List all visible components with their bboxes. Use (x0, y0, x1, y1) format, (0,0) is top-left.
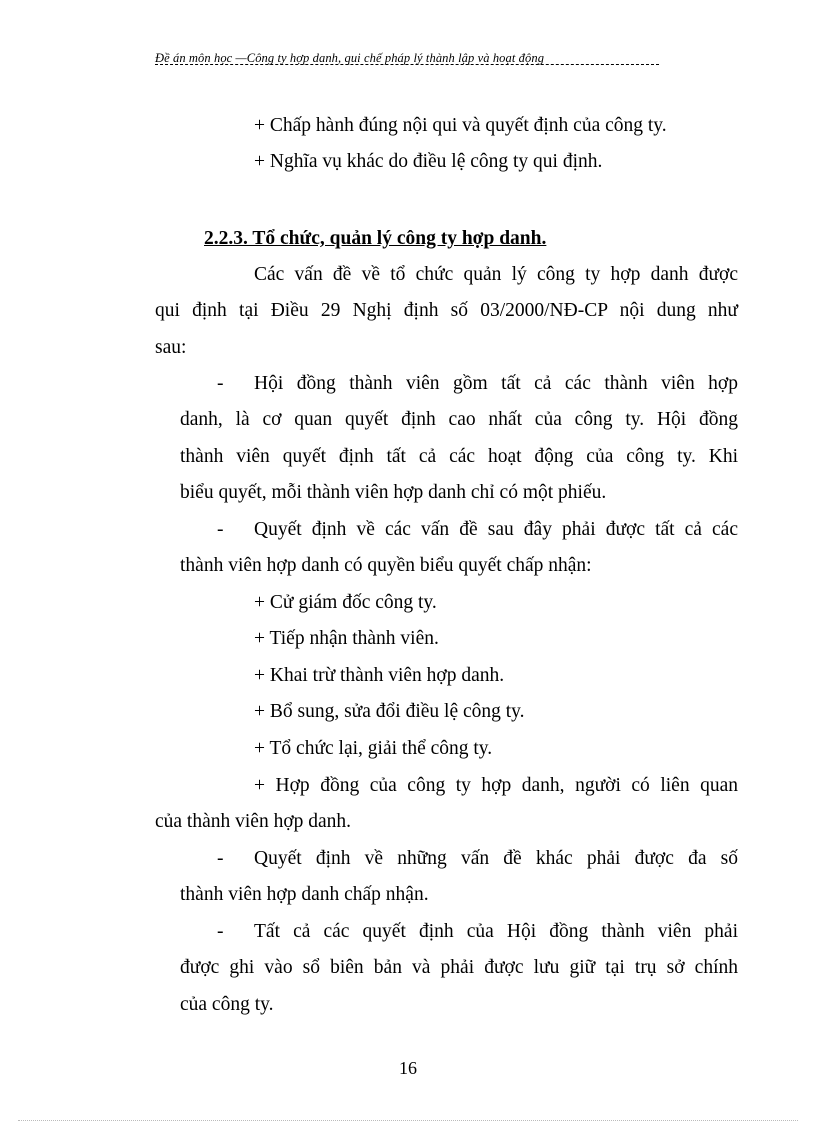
item1-line-3: thành viên quyết định tất cả các hoạt động của công ty. Khi (180, 446, 738, 467)
intro-item-2: + Nghĩa vụ khác do điều lệ công ty qui định. (254, 151, 603, 172)
item4-line-1: Tất cả các quyết định của Hội đồng thành viên phải (254, 921, 738, 942)
sub-item-2: + Tiếp nhận thành viên. (254, 628, 439, 649)
header-rule (155, 64, 659, 65)
item1-line-1: Hội đồng thành viên gồm tất cả các thành viên hợp (254, 373, 738, 394)
item4-line-2: được ghi vào sổ biên bản và phải được lưu giữ tại trụ sở chính (180, 957, 738, 978)
page-number: 16 (399, 1058, 417, 1078)
item3-line-1: Quyết định về những vấn đề khác phải được đa số (254, 848, 738, 869)
sub-item-4: + Bổ sung, sửa đổi điều lệ công ty. (254, 701, 525, 722)
paragraph-line-1: Các vấn đề về tổ chức quản lý công ty hợp danh được (254, 264, 738, 285)
intro-item-1: + Chấp hành đúng nội qui và quyết định của công ty. (254, 115, 667, 136)
item2-line-1: Quyết định về các vấn đề sau đây phải được tất cả các (254, 519, 738, 540)
paragraph-line-3: sau: (155, 337, 187, 358)
running-header (155, 49, 659, 71)
header-title: Đề án môn học —Công ty hợp danh, qui chế pháp lý thành lập và hoạt động (155, 51, 545, 65)
item4-line-3: của công ty. (180, 994, 274, 1015)
page-bottom-rule (18, 1120, 798, 1121)
list-bullet: - (217, 519, 224, 540)
item1-line-2: danh, là cơ quan quyết định cao nhất của công ty. Hội đồng (180, 409, 738, 430)
item2-line-2: thành viên hợp danh có quyền biểu quyết chấp nhận: (180, 555, 592, 576)
list-bullet: - (217, 373, 224, 394)
item3-line-2: thành viên hợp danh chấp nhận. (180, 884, 429, 905)
list-bullet: - (217, 921, 224, 942)
section-heading: 2.2.3. Tổ chức, quản lý công ty hợp danh. (204, 228, 547, 249)
sub-item-3: + Khai trừ thành viên hợp danh. (254, 665, 505, 686)
sub-item-6-line-1: + Hợp đồng của công ty hợp danh, người có liên quan (254, 775, 738, 796)
sub-item-6-line-2: của thành viên hợp danh. (155, 811, 352, 832)
item1-line-4: biểu quyết, mỗi thành viên hợp danh chỉ có một phiếu. (180, 482, 607, 503)
sub-item-1: + Cử giám đốc công ty. (254, 592, 437, 613)
sub-item-5: + Tổ chức lại, giải thể công ty. (254, 738, 493, 759)
paragraph-line-2: qui định tại Điều 29 Nghị định số 03/2000/NĐ-CP nội dung như (155, 300, 738, 321)
list-bullet: - (217, 848, 224, 869)
